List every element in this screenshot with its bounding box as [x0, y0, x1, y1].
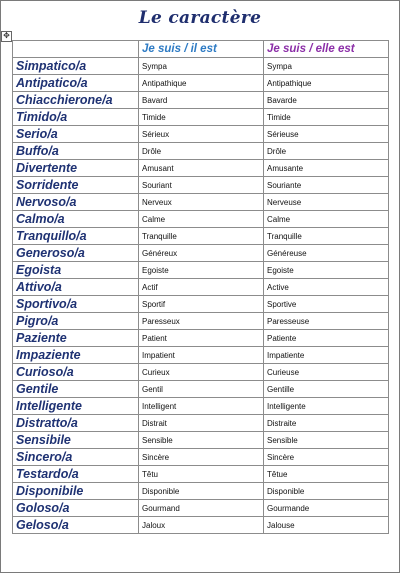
table-row	[13, 75, 389, 92]
masculine-form: Sérieux	[139, 126, 264, 143]
header-feminine: Je suis / elle est	[264, 41, 389, 58]
masculine-form: Drôle	[139, 143, 264, 160]
italian-word: Distratto/a	[13, 415, 139, 432]
masculine-form: Intelligent	[139, 398, 264, 415]
italian-word: Paziente	[13, 330, 139, 347]
vocabulary-table	[12, 40, 389, 534]
table-row	[13, 313, 389, 330]
italian-word: Pigro/a	[13, 313, 139, 330]
feminine-form: Distraite	[264, 415, 389, 432]
masculine-form: Disponible	[139, 483, 264, 500]
masculine-form: Egoiste	[139, 262, 264, 279]
italian-word: Generoso/a	[13, 245, 139, 262]
masculine-form: Sincère	[139, 449, 264, 466]
table-header-row	[13, 41, 389, 58]
masculine-form: Jaloux	[139, 517, 264, 534]
masculine-form: Timide	[139, 109, 264, 126]
table-move-handle-icon[interactable]: ✥	[1, 31, 12, 42]
masculine-form: Têtu	[139, 466, 264, 483]
feminine-form: Souriante	[264, 177, 389, 194]
feminine-form: Amusante	[264, 160, 389, 177]
table-row	[13, 483, 389, 500]
masculine-form: Amusant	[139, 160, 264, 177]
table-row	[13, 58, 389, 75]
italian-word: Egoista	[13, 262, 139, 279]
table-row	[13, 398, 389, 415]
feminine-form: Drôle	[264, 143, 389, 160]
feminine-form: Gourmande	[264, 500, 389, 517]
masculine-form: Actif	[139, 279, 264, 296]
feminine-form: Sincère	[264, 449, 389, 466]
italian-word: Curioso/a	[13, 364, 139, 381]
feminine-form: Patiente	[264, 330, 389, 347]
feminine-form: Curieuse	[264, 364, 389, 381]
italian-word: Buffo/a	[13, 143, 139, 160]
masculine-form: Nerveux	[139, 194, 264, 211]
feminine-form: Généreuse	[264, 245, 389, 262]
table-row	[13, 177, 389, 194]
italian-word: Gentile	[13, 381, 139, 398]
table-row	[13, 347, 389, 364]
table-row	[13, 160, 389, 177]
italian-word: Attivo/a	[13, 279, 139, 296]
table-row	[13, 432, 389, 449]
table-row	[13, 296, 389, 313]
masculine-form: Impatient	[139, 347, 264, 364]
italian-word: Sorridente	[13, 177, 139, 194]
header-masculine: Je suis / il est	[139, 41, 264, 58]
table-row	[13, 279, 389, 296]
feminine-form: Jalouse	[264, 517, 389, 534]
table-row	[13, 194, 389, 211]
masculine-form: Généreux	[139, 245, 264, 262]
masculine-form: Antipathique	[139, 75, 264, 92]
feminine-form: Tranquille	[264, 228, 389, 245]
italian-word: Goloso/a	[13, 500, 139, 517]
table-row	[13, 330, 389, 347]
table-row	[13, 517, 389, 534]
table-row	[13, 381, 389, 398]
masculine-form: Tranquille	[139, 228, 264, 245]
masculine-form: Bavard	[139, 92, 264, 109]
table-row	[13, 262, 389, 279]
feminine-form: Calme	[264, 211, 389, 228]
feminine-form: Sérieuse	[264, 126, 389, 143]
italian-word: Simpatico/a	[13, 58, 139, 75]
table-row	[13, 245, 389, 262]
masculine-form: Patient	[139, 330, 264, 347]
feminine-form: Nerveuse	[264, 194, 389, 211]
table-row	[13, 449, 389, 466]
italian-word: Chiacchierone/a	[13, 92, 139, 109]
table-row	[13, 92, 389, 109]
table-body	[13, 58, 389, 534]
italian-word: Antipatico/a	[13, 75, 139, 92]
table-row	[13, 143, 389, 160]
feminine-form: Impatiente	[264, 347, 389, 364]
italian-word: Divertente	[13, 160, 139, 177]
feminine-form: Egoiste	[264, 262, 389, 279]
italian-word: Testardo/a	[13, 466, 139, 483]
masculine-form: Distrait	[139, 415, 264, 432]
masculine-form: Sensible	[139, 432, 264, 449]
table-row	[13, 500, 389, 517]
feminine-form: Sportive	[264, 296, 389, 313]
table-row	[13, 228, 389, 245]
table-row	[13, 211, 389, 228]
header-italian-empty	[13, 41, 139, 58]
italian-word: Calmo/a	[13, 211, 139, 228]
italian-word: Sportivo/a	[13, 296, 139, 313]
feminine-form: Intelligente	[264, 398, 389, 415]
italian-word: Sincero/a	[13, 449, 139, 466]
feminine-form: Disponible	[264, 483, 389, 500]
feminine-form: Antipathique	[264, 75, 389, 92]
feminine-form: Bavarde	[264, 92, 389, 109]
italian-word: Impaziente	[13, 347, 139, 364]
italian-word: Tranquillo/a	[13, 228, 139, 245]
italian-word: Serio/a	[13, 126, 139, 143]
masculine-form: Souriant	[139, 177, 264, 194]
table-row	[13, 109, 389, 126]
page-title: Le caractère	[138, 8, 262, 28]
feminine-form: Sympa	[264, 58, 389, 75]
table-row	[13, 126, 389, 143]
feminine-form: Timide	[264, 109, 389, 126]
feminine-form: Gentille	[264, 381, 389, 398]
italian-word: Intelligente	[13, 398, 139, 415]
feminine-form: Sensible	[264, 432, 389, 449]
italian-word: Nervoso/a	[13, 194, 139, 211]
table-row	[13, 364, 389, 381]
italian-word: Sensibile	[13, 432, 139, 449]
masculine-form: Curieux	[139, 364, 264, 381]
italian-word: Geloso/a	[13, 517, 139, 534]
feminine-form: Paresseuse	[264, 313, 389, 330]
feminine-form: Têtue	[264, 466, 389, 483]
masculine-form: Paresseux	[139, 313, 264, 330]
masculine-form: Sympa	[139, 58, 264, 75]
feminine-form: Active	[264, 279, 389, 296]
italian-word: Disponibile	[13, 483, 139, 500]
table-row	[13, 415, 389, 432]
masculine-form: Gentil	[139, 381, 264, 398]
italian-word: Timido/a	[13, 109, 139, 126]
masculine-form: Sportif	[139, 296, 264, 313]
table-row	[13, 466, 389, 483]
masculine-form: Gourmand	[139, 500, 264, 517]
masculine-form: Calme	[139, 211, 264, 228]
